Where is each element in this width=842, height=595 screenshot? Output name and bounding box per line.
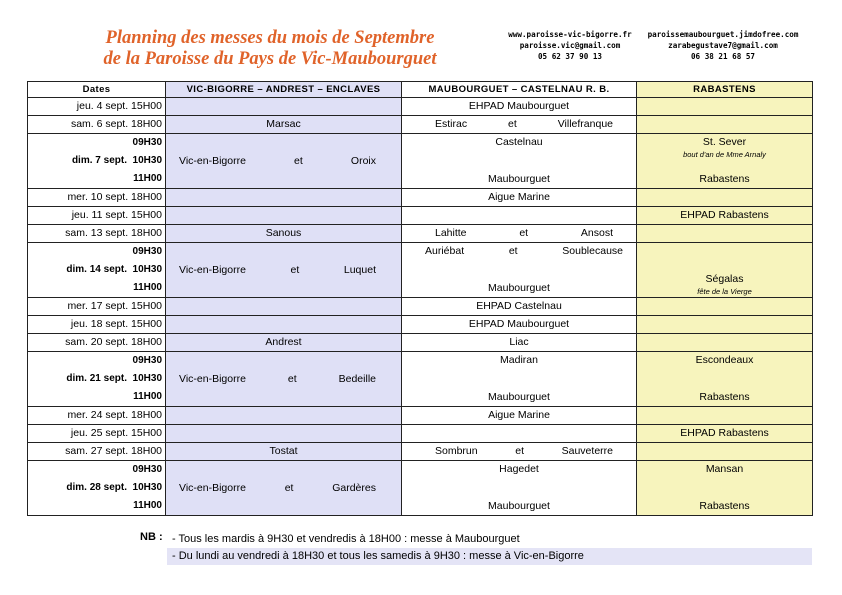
mass-note: fête de la Vierge xyxy=(697,287,752,296)
note-line: - Tous les mardis à 9H30 et vendredis à 18H00 : messe à Maubourguet xyxy=(172,533,520,545)
place-name: Lahitte xyxy=(435,227,467,239)
maubourguet-cell xyxy=(402,352,637,407)
date-cell xyxy=(28,352,166,407)
contact-phone: 06 38 21 68 57 xyxy=(690,52,755,61)
maubourguet-cell xyxy=(402,443,637,461)
maubourguet-cell: Aigue Marine xyxy=(402,189,637,207)
mass-note: bout d'an de Mme Arnaly xyxy=(683,150,766,159)
vic-cell xyxy=(166,316,402,334)
header-vic-bigorre: VIC-BIGORRE – ANDREST – ENCLAVES xyxy=(166,82,402,98)
conjunction: et xyxy=(508,118,517,130)
place-name: Bedeille xyxy=(338,372,376,385)
vic-cell xyxy=(166,207,402,225)
vic-cell xyxy=(166,134,402,189)
place-name: Rabastens xyxy=(699,391,750,403)
contact-website[interactable]: www.paroisse-vic-bigorre.fr xyxy=(508,30,632,39)
day-label: dim. 28 sept. xyxy=(66,482,127,493)
date-time-line xyxy=(31,370,162,388)
contact-email[interactable]: paroisse.vic@gmail.com xyxy=(519,41,621,50)
place-name: Villefranque xyxy=(557,118,613,130)
rabastens-cell xyxy=(637,334,813,352)
contact-block-maubourguet xyxy=(642,29,804,62)
rabastens-cell xyxy=(637,443,813,461)
table-row xyxy=(28,443,813,461)
date-cell: mer. 24 sept. 18H00 xyxy=(28,407,166,425)
maubourguet-cell: EHPAD Maubourguet xyxy=(402,98,637,116)
table-row xyxy=(28,298,813,316)
maubourguet-cell: EHPAD Castelnau xyxy=(402,298,637,316)
place-name: Castelnau xyxy=(495,136,543,148)
vic-cell xyxy=(166,243,402,298)
date-cell xyxy=(28,461,166,516)
table-row xyxy=(28,334,813,352)
rabastens-cell xyxy=(637,298,813,316)
vic-cell: Tostat xyxy=(166,443,402,461)
vic-cell xyxy=(166,98,402,116)
place-name: Rabastens xyxy=(699,500,750,512)
table-row xyxy=(28,425,813,443)
place-name: Mansan xyxy=(705,463,744,475)
date-cell xyxy=(28,243,166,298)
title-line-1: Planning des messes du mois de Septembre xyxy=(105,28,435,48)
place-name: Escondeaux xyxy=(695,354,754,366)
place-name: Vic-en-Bigorre xyxy=(179,372,246,385)
rabastens-cell xyxy=(637,98,813,116)
maubourguet-cell xyxy=(402,243,637,298)
date-cell: mer. 17 sept. 15H00 xyxy=(28,298,166,316)
date-time-line xyxy=(31,261,162,279)
note-line: - Du lundi au vendredi à 18H30 et tous les samedis à 9H30 : messe à Vic-en-Bigorre xyxy=(167,548,812,565)
day-label: dim. 21 sept. xyxy=(66,373,127,384)
table-row xyxy=(28,316,813,334)
date-cell: sam. 6 sept. 18H00 xyxy=(28,116,166,134)
conjunction: et xyxy=(284,481,294,494)
place-name: Sauveterre xyxy=(561,445,613,457)
date-cell xyxy=(28,134,166,189)
title-line-2: de la Paroisse du Pays de Vic-Maubourguet xyxy=(103,49,437,69)
maubourguet-cell xyxy=(402,461,637,516)
notes-label: NB : xyxy=(140,531,163,543)
table-row-sunday xyxy=(28,243,813,298)
contact-email[interactable]: zarabegustave7@gmail.com xyxy=(668,41,778,50)
vic-cell: Marsac xyxy=(166,116,402,134)
table-row xyxy=(28,189,813,207)
conjunction: et xyxy=(515,445,524,457)
date-cell: jeu. 25 sept. 15H00 xyxy=(28,425,166,443)
place-name: Maubourguet xyxy=(488,282,550,294)
maubourguet-cell xyxy=(402,425,637,443)
place-name: Gardères xyxy=(332,481,376,494)
conjunction: et xyxy=(287,372,297,385)
rabastens-cell xyxy=(637,189,813,207)
table-row-sunday xyxy=(28,134,813,189)
rabastens-cell xyxy=(637,134,813,189)
vic-cell: Andrest xyxy=(166,334,402,352)
date-time-line xyxy=(31,479,162,497)
date-cell: jeu. 18 sept. 15H00 xyxy=(28,316,166,334)
place-name: Hagedet xyxy=(499,463,539,475)
header-rabastens: RABASTENS xyxy=(637,82,813,98)
place-name: Vic-en-Bigorre xyxy=(179,154,246,167)
place-name: Ségalas xyxy=(705,273,744,285)
maubourguet-cell xyxy=(402,207,637,225)
maubourguet-cell: EHPAD Maubourguet xyxy=(402,316,637,334)
day-label: dim. 7 sept. xyxy=(71,155,127,166)
table-row xyxy=(28,407,813,425)
contact-website[interactable]: paroissemaubourguet.jimdofree.com xyxy=(647,30,799,39)
conjunction: et xyxy=(519,227,529,239)
header-maubourguet: MAUBOURGUET – CASTELNAU R. B. xyxy=(402,82,637,98)
rabastens-cell xyxy=(637,352,813,407)
place-name: Luquet xyxy=(343,263,376,276)
table-row xyxy=(28,225,813,243)
rabastens-cell xyxy=(637,225,813,243)
place-name: Rabastens xyxy=(699,173,750,185)
contact-phone: 05 62 37 90 13 xyxy=(537,52,602,61)
time-slot: 09H30 xyxy=(132,355,162,366)
time-slot: 10H30 xyxy=(132,482,162,493)
conjunction: et xyxy=(508,245,518,257)
table-row-sunday xyxy=(28,461,813,516)
vic-cell: Sanous xyxy=(166,225,402,243)
maubourguet-cell xyxy=(402,116,637,134)
place-name: Oroix xyxy=(350,154,376,167)
vic-cell xyxy=(166,298,402,316)
rabastens-cell xyxy=(637,116,813,134)
maubourguet-cell xyxy=(402,225,637,243)
vic-cell xyxy=(166,425,402,443)
place-name: Sombrun xyxy=(435,445,478,457)
rabastens-cell xyxy=(637,407,813,425)
table-row xyxy=(28,98,813,116)
time-slot: 11H00 xyxy=(133,173,162,184)
time-slot: 10H30 xyxy=(132,373,162,384)
place-name: Soublecause xyxy=(562,245,623,257)
time-slot: 09H30 xyxy=(132,137,162,148)
place-name: St. Sever xyxy=(702,136,747,148)
maubourguet-cell: Liac xyxy=(402,334,637,352)
conjunction: et xyxy=(294,154,303,167)
table-row xyxy=(28,116,813,134)
time-slot: 10H30 xyxy=(132,155,162,166)
vic-cell xyxy=(166,189,402,207)
date-cell: sam. 20 sept. 18H00 xyxy=(28,334,166,352)
rabastens-cell xyxy=(637,461,813,516)
contact-block-vic xyxy=(500,29,640,62)
time-slot: 11H00 xyxy=(133,391,162,402)
table-row xyxy=(28,207,813,225)
place-name: Vic-en-Bigorre xyxy=(179,481,246,494)
rabastens-cell: EHPAD Rabastens xyxy=(637,207,813,225)
mass-schedule-table xyxy=(27,81,813,516)
time-slot: 11H00 xyxy=(133,500,162,511)
date-cell: mer. 10 sept. 18H00 xyxy=(28,189,166,207)
place-name: Maubourguet xyxy=(488,500,550,512)
place-name: Vic-en-Bigorre xyxy=(179,263,246,276)
date-cell: jeu. 4 sept. 15H00 xyxy=(28,98,166,116)
place-name: Auriébat xyxy=(425,245,465,257)
maubourguet-cell: Aigue Marine xyxy=(402,407,637,425)
rabastens-cell: EHPAD Rabastens xyxy=(637,425,813,443)
rabastens-cell xyxy=(637,316,813,334)
place-name: Ansost xyxy=(580,227,613,239)
date-cell: jeu. 11 sept. 15H00 xyxy=(28,207,166,225)
place-name: Estirac xyxy=(435,118,468,130)
place-name: Maubourguet xyxy=(488,391,550,403)
header-row xyxy=(28,82,813,98)
date-cell: sam. 13 sept. 18H00 xyxy=(28,225,166,243)
vic-cell xyxy=(166,407,402,425)
table-row-sunday xyxy=(28,352,813,407)
time-slot: 09H30 xyxy=(132,246,162,257)
vic-cell xyxy=(166,461,402,516)
conjunction: et xyxy=(290,263,300,276)
day-label: dim. 14 sept. xyxy=(66,264,127,275)
place-name: Maubourguet xyxy=(488,173,550,185)
rabastens-cell xyxy=(637,243,813,298)
time-slot: 09H30 xyxy=(132,464,162,475)
time-slot: 11H00 xyxy=(133,282,162,293)
maubourguet-cell xyxy=(402,134,637,189)
time-slot: 10H30 xyxy=(132,264,162,275)
page-title xyxy=(60,28,480,70)
vic-cell xyxy=(166,352,402,407)
date-time-line xyxy=(31,152,162,170)
date-cell: sam. 27 sept. 18H00 xyxy=(28,443,166,461)
header-dates: Dates xyxy=(28,82,166,98)
place-name: Madiran xyxy=(500,354,538,366)
